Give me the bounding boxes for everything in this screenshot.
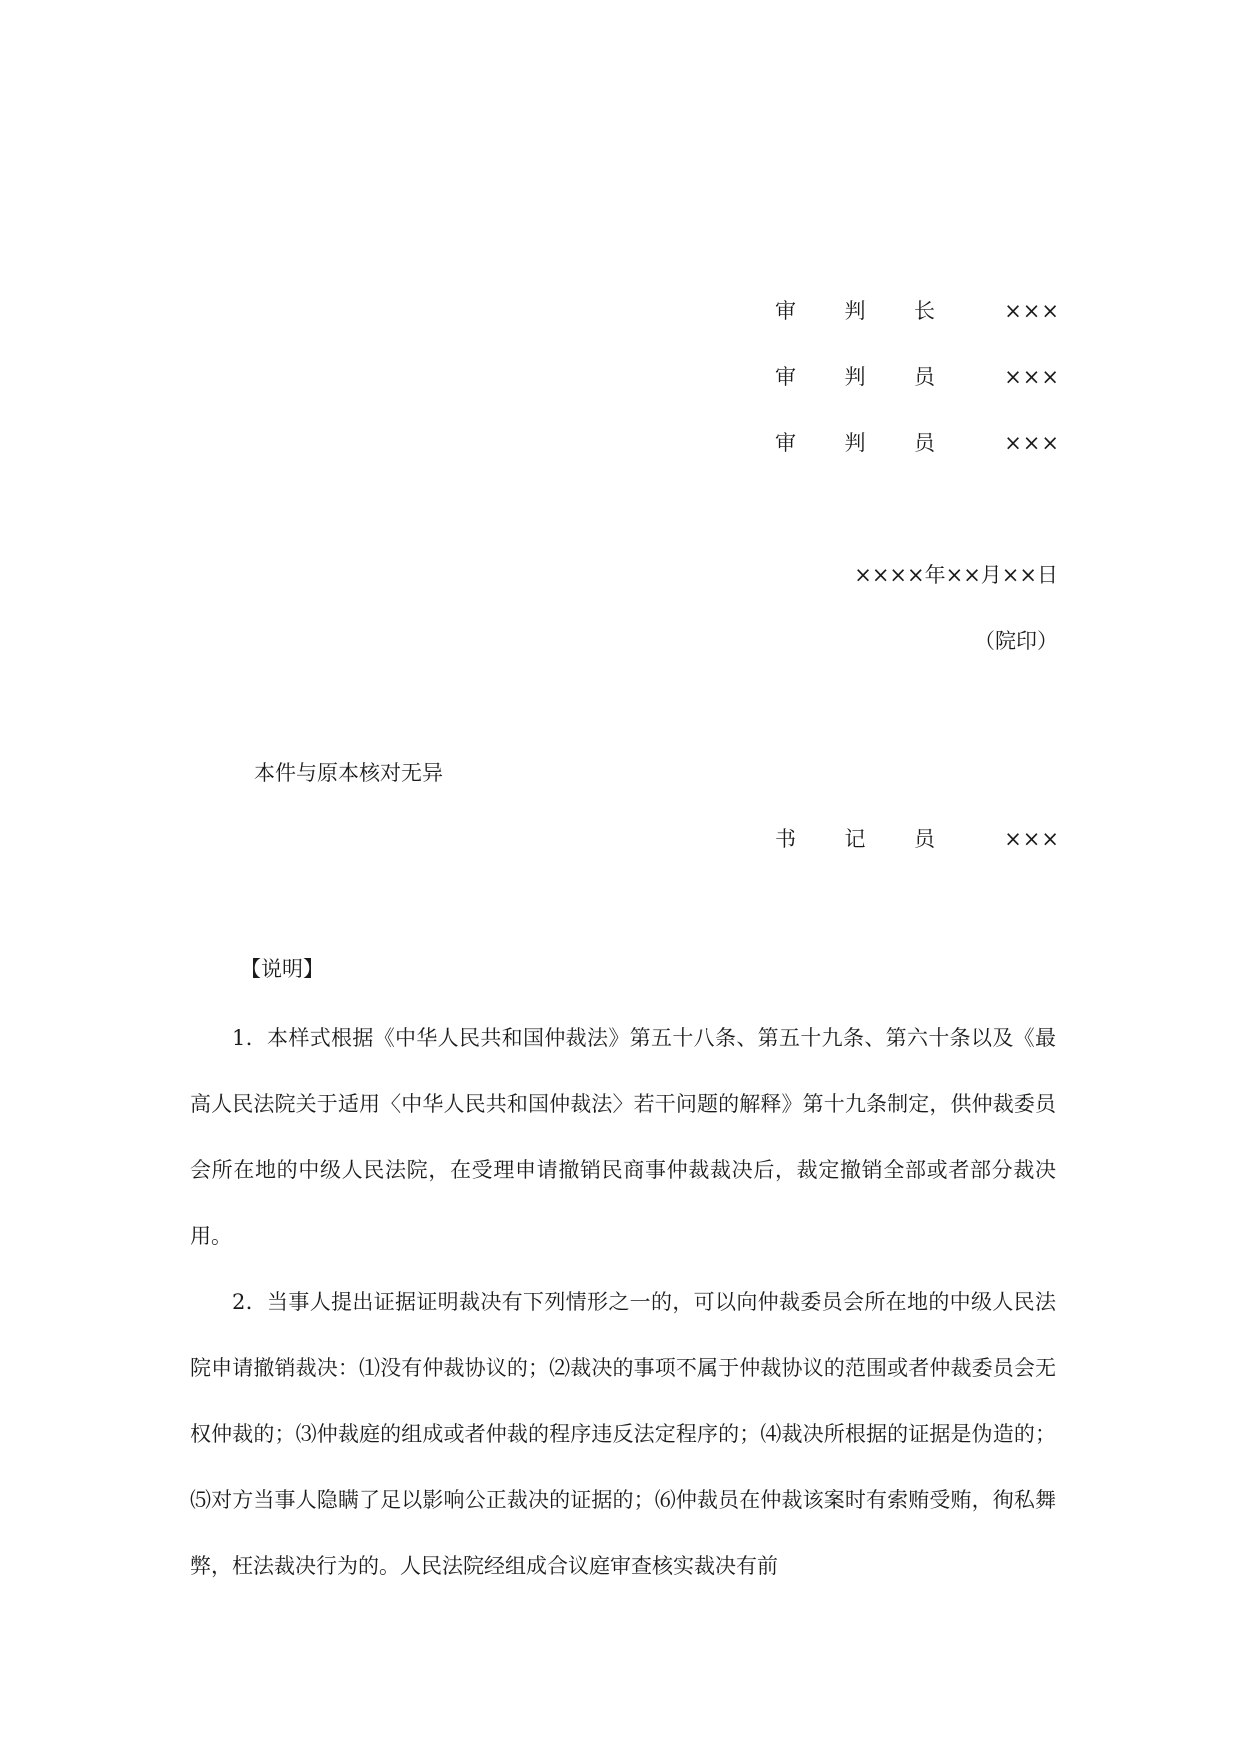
note-paragraph-1: 1．本样式根据《中华人民共和国仲裁法》第五十八条、第五十九条、第六十条以及《最高人民法院关于适用〈中华人民共和国仲裁法〉若干问题的解释》第十九条制定，供仲裁委员会所在地的中级人民法院，在受理申请撤销民商事仲裁裁决后，裁定撤销全部或者部分裁决用。 [190, 1026, 1056, 1248]
role-char: 审 [775, 299, 796, 323]
role-char: 员 [914, 827, 935, 851]
role-char: 长 [914, 299, 935, 323]
signature-name: ××× [1004, 299, 1060, 323]
notes-body [190, 1005, 1056, 1599]
role-char: 审 [775, 431, 796, 455]
note-paragraph-2: 2．当事人提出证据证明裁决有下列情形之一的，可以向仲裁委员会所在地的中级人民法院申请撤销裁决：⑴没有仲裁协议的；⑵裁决的事项不属于仲裁协议的范围或者仲裁委员会无权仲裁的；⑶仲裁庭的组成或者仲裁的程序违反法定程序的；⑷裁决所根据的证据是伪造的；⑸对方当事人隐瞒了足以影响公正裁决的证据的；⑹仲裁员在仲裁该案时有索贿受贿，徇私舞弊，枉法裁决行为的。人民法院经组成合议庭审查核实裁决有前 [190, 1290, 1056, 1578]
signature-name: ××× [1004, 827, 1060, 851]
role-char: 判 [844, 365, 866, 389]
signature-name: ××× [1004, 431, 1060, 455]
role-char: 判 [844, 431, 866, 455]
signature-judge-1 [775, 362, 1060, 392]
role-char: 记 [844, 827, 866, 851]
role-char: 判 [844, 299, 866, 323]
signature-role [775, 824, 935, 854]
role-char: 员 [914, 431, 935, 455]
verification-statement: 本件与原本核对无异 [254, 761, 443, 785]
role-char: 审 [775, 365, 796, 389]
signature-name: ××× [1004, 365, 1060, 389]
role-char: 员 [914, 365, 935, 389]
signature-presiding-judge [775, 296, 1060, 326]
signature-role [775, 362, 935, 392]
court-seal-note: （院印） [974, 629, 1058, 653]
notes-heading: 【说明】 [240, 957, 324, 981]
signature-role [775, 296, 935, 326]
signature-judge-2 [775, 428, 1060, 458]
signature-role [775, 428, 935, 458]
role-char: 书 [775, 827, 796, 851]
document-date: ××××年××月××日 [854, 563, 1058, 587]
signature-clerk [775, 824, 1060, 854]
